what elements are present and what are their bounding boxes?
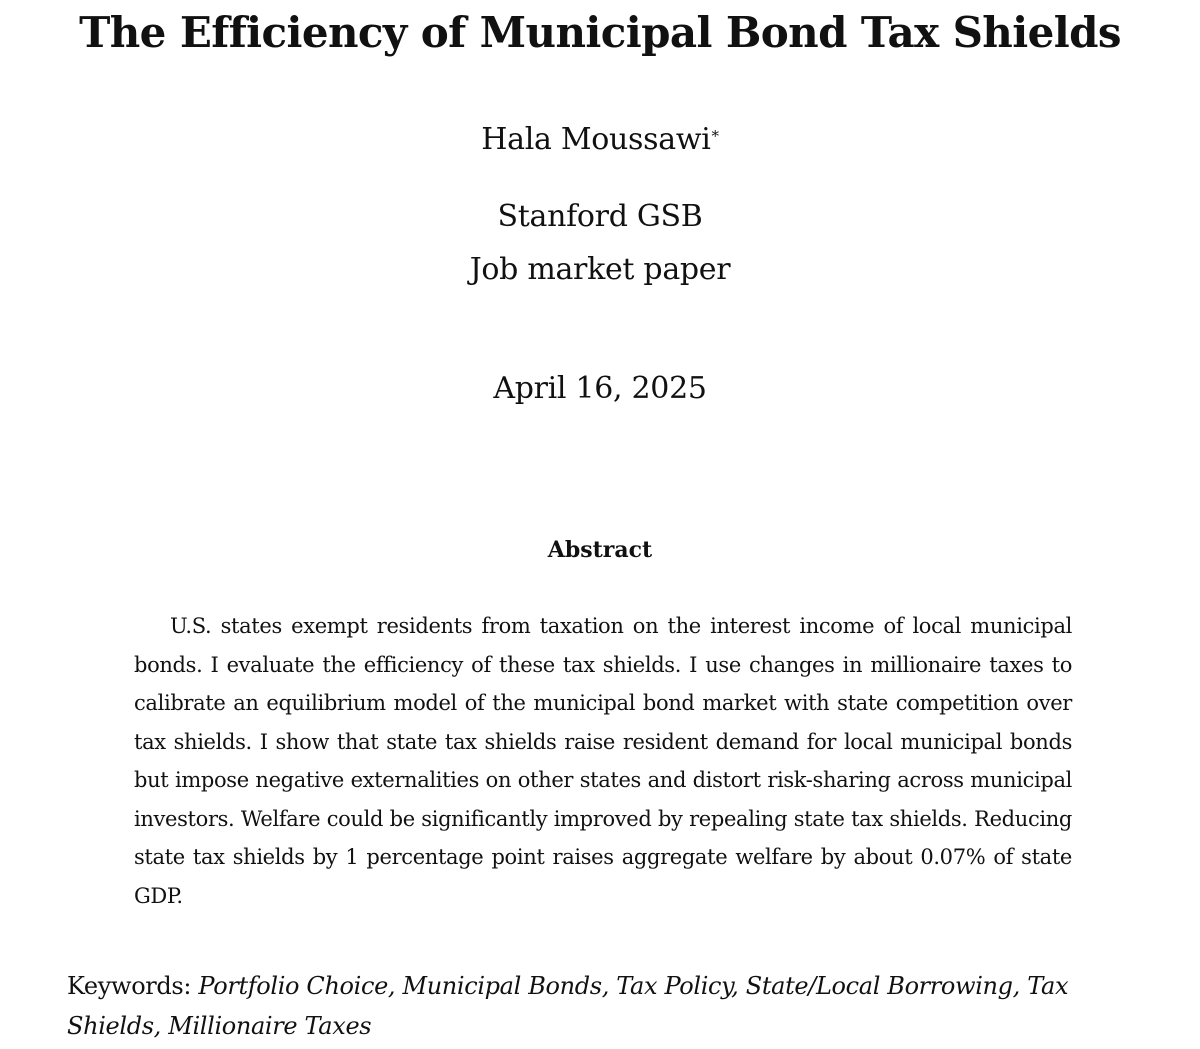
- keywords-label: Keywords:: [67, 972, 192, 1000]
- abstract-text: U.S. states exempt residents from taxation on the interest income of local municipal bonds. I evaluate the efficiency of these tax shields. I use changes in millionaire taxes to calibrate an equilibrium model of the municipal bond market with state competition over tax shields. I show that state tax shields raise resident demand for local municipal bonds but impose negative externalities on other states and distort risk-sharing across municipal investors. Welfare could be significantly improved by repealing state tax shields. Reducing state tax shields by 1 percentage point raises aggregate welfare by about 0.07% of state GDP.: [134, 614, 1072, 908]
- author-name: Hala Moussawi: [481, 122, 711, 157]
- paper-title: The Efficiency of Municipal Bond Tax Shields: [79, 8, 1121, 57]
- abstract-heading: Abstract: [547, 537, 653, 563]
- paper-date: April 16, 2025: [493, 371, 707, 406]
- author-line: [0, 120, 1200, 160]
- keywords: [67, 966, 1142, 1046]
- author-footnote-mark: *: [711, 127, 719, 145]
- affiliation: Stanford GSB: [497, 199, 703, 234]
- keywords-values: Portfolio Choice, Municipal Bonds, Tax Policy, State/Local Borrowing, Tax Shields, Millionaire Taxes: [67, 972, 1069, 1040]
- paper-type: Job market paper: [469, 252, 731, 287]
